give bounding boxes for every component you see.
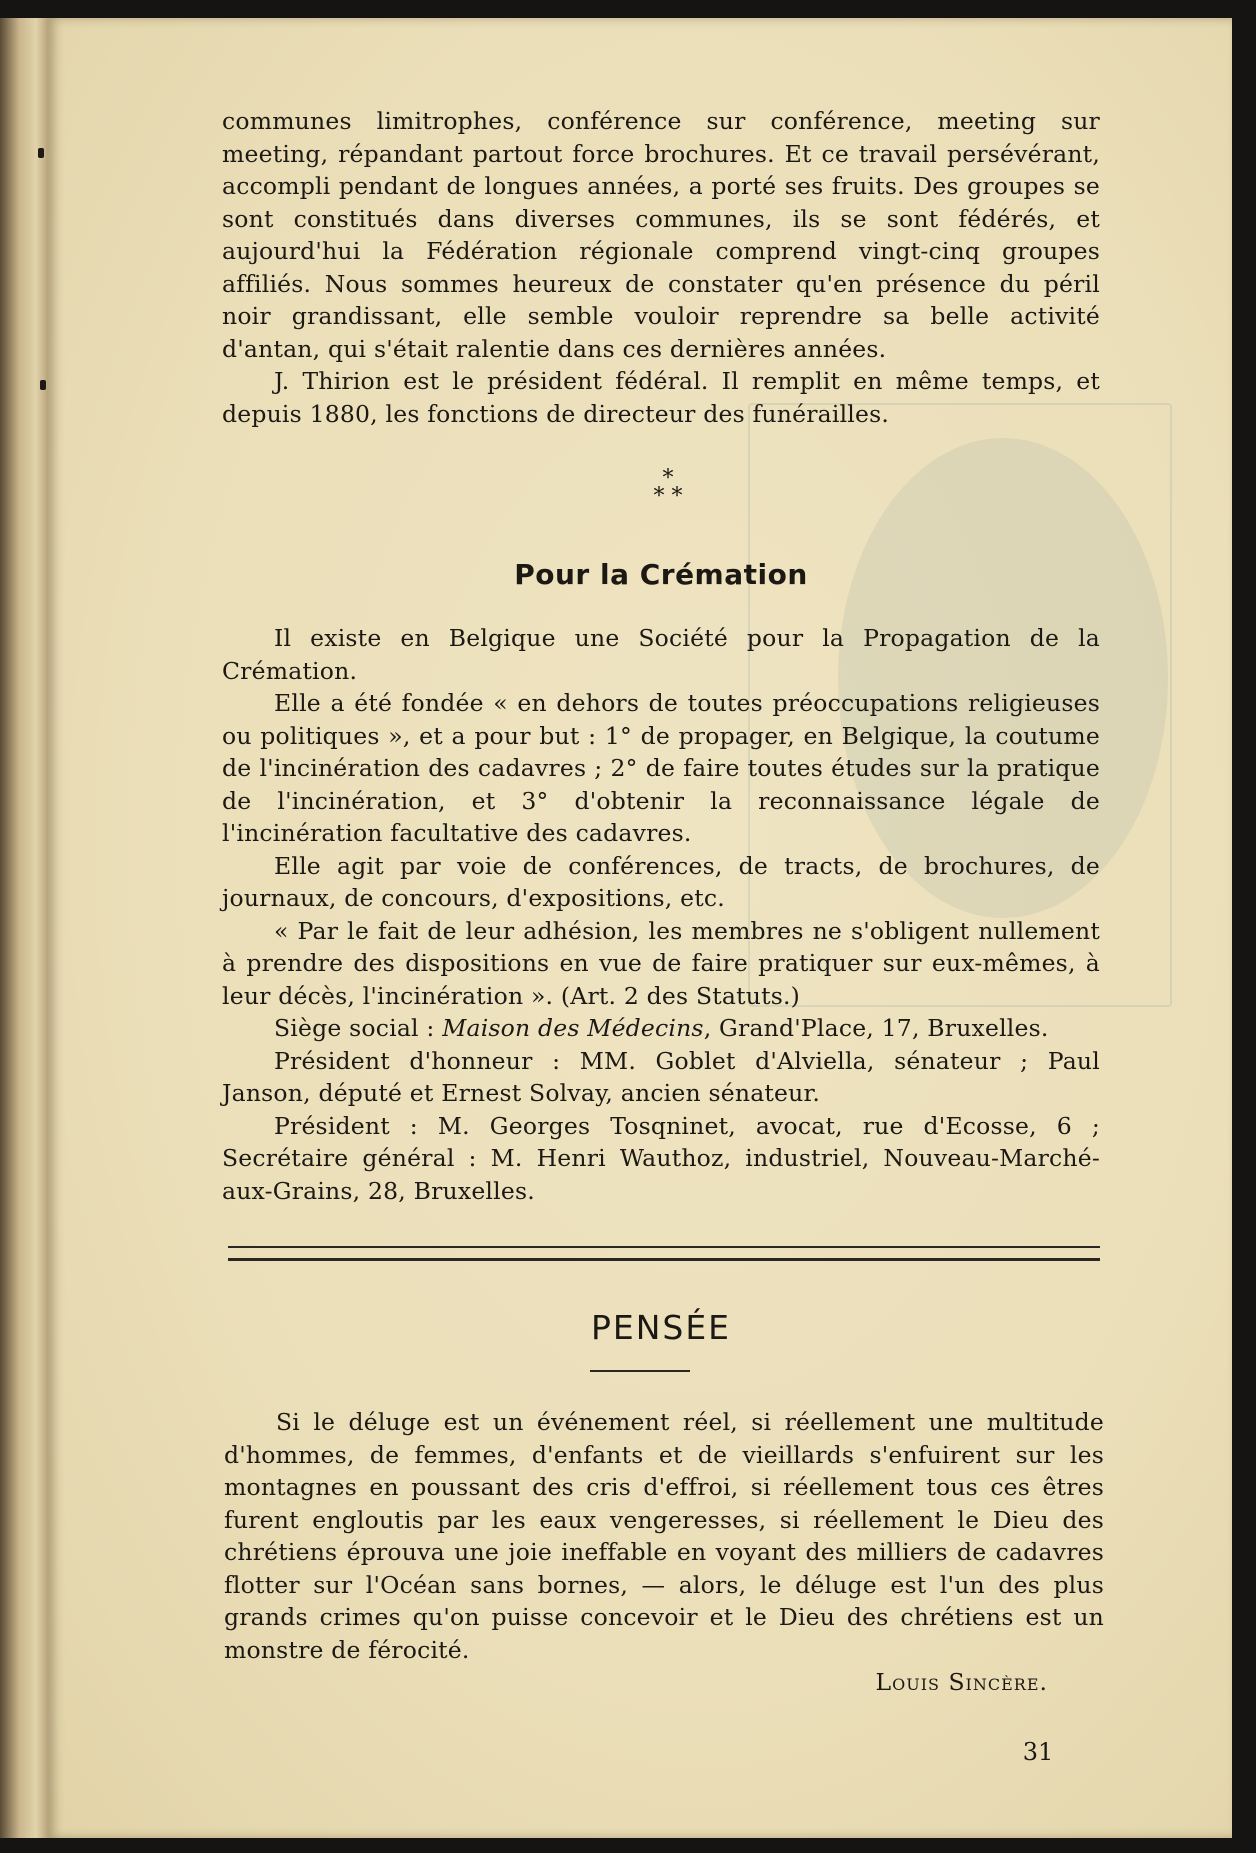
binding-speck: [40, 380, 46, 390]
cremation-paragraph-2: Elle a été fondée « en dehors de toutes préoccupations religieuses ou politiques », et a pour but : 1° de propager, en Belgique, la coutume de l'incinération des cadavres ; 2° de faire toutes études sur la pratique de l'incinération, et 3° d'obtenir la reconnaissance légale de l'incinération facultative des cadavres.: [222, 689, 1100, 847]
cremation-heading: Pour la Crémation: [514, 558, 808, 591]
book-page: [48, 18, 1232, 1838]
cremation-paragraph-4: « Par le fait de leur adhésion, les membres ne s'obligent nullement à prendre des dispositions en vue de faire pratiquer sur eux-mêmes, à leur décès, l'incinération ». (Art. 2 des Statuts.): [222, 916, 1100, 1010]
pensee-paragraph: Si le déluge est un événement réel, si réellement une multitude d'hommes, de femmes, d'enfants et de vieillards s'enfuirent sur les montagnes en poussant des cris d'effroi, si réellement tous ces êtres furent engloutis par les eaux vengeresses, si réellement le Dieu des chrétiens éprouva une joie ineffable en voyant des milliers de cadavres flotter sur l'Océan sans bornes, — alors, le déluge est l'un des plus grands crimes qu'on puisse concevoir et le Dieu des chrétiens est un monstre de férocité.: [224, 1408, 1104, 1664]
page-number: 31: [1022, 1738, 1054, 1766]
intro-text-block: [222, 105, 1100, 430]
cremation-paragraph-3: Elle agit par voie de conférences, de tracts, de brochures, de journaux, de concours, d'expositions, etc.: [222, 851, 1100, 912]
cremation-paragraph-5: [222, 1012, 1100, 1045]
cremation-paragraph-7: Président : M. Georges Tosqninet, avocat, rue d'Ecosse, 6 ; Secrétaire général : M. Henri Wauthoz, industriel, Nouveau-Marché-aux-Grains, 28, Bruxelles.: [222, 1111, 1100, 1205]
asterism-bottom: * *: [653, 484, 683, 509]
asterism-separator: [608, 466, 728, 510]
cremation-paragraph-6: Président d'honneur : MM. Goblet d'Alviella, sénateur ; Paul Janson, député et Ernest Solvay, ancien sénateur.: [222, 1046, 1100, 1107]
intro-paragraph-2: J. Thirion est le président fédéral. Il remplit en même temps, et depuis 1880, les fonctions de directeur des funérailles.: [222, 367, 1100, 428]
seat-name: Maison des Médecins: [442, 1014, 704, 1042]
asterism-top: *: [662, 466, 674, 491]
seat-label: Siège social :: [274, 1014, 443, 1042]
cremation-text-block: [222, 622, 1100, 1207]
pensee-heading-underline: [590, 1370, 690, 1372]
intro-paragraph-1: communes limitrophes, conférence sur conférence, meeting sur meeting, répandant partout force brochures. Et ce travail persévérant, accompli pendant de longues années, a porté ses fruits. Des groupes se sont constitués dans diverses communes, ils se sont fédérés, et aujourd'hui la Fédération régionale comprend vingt-cinq groupes affiliés. Nous sommes heureux de constater qu'en présence du péril noir grandissant, elle semble vouloir reprendre sa belle activité d'antan, qui s'était ralentie dans ces dernières années.: [222, 107, 1100, 363]
double-rule-divider: [228, 1246, 1100, 1261]
book-spine: [0, 18, 48, 1838]
cremation-paragraph-1: Il existe en Belgique une Société pour la Propagation de la Crémation.: [222, 624, 1100, 685]
seat-address: , Grand'Place, 17, Bruxelles.: [703, 1014, 1049, 1042]
pensee-heading: PENSÉE: [590, 1308, 732, 1347]
binding-speck: [38, 148, 44, 158]
pensee-signature: Louis Sincère.: [875, 1668, 1048, 1696]
pensee-text-block: [224, 1406, 1104, 1666]
